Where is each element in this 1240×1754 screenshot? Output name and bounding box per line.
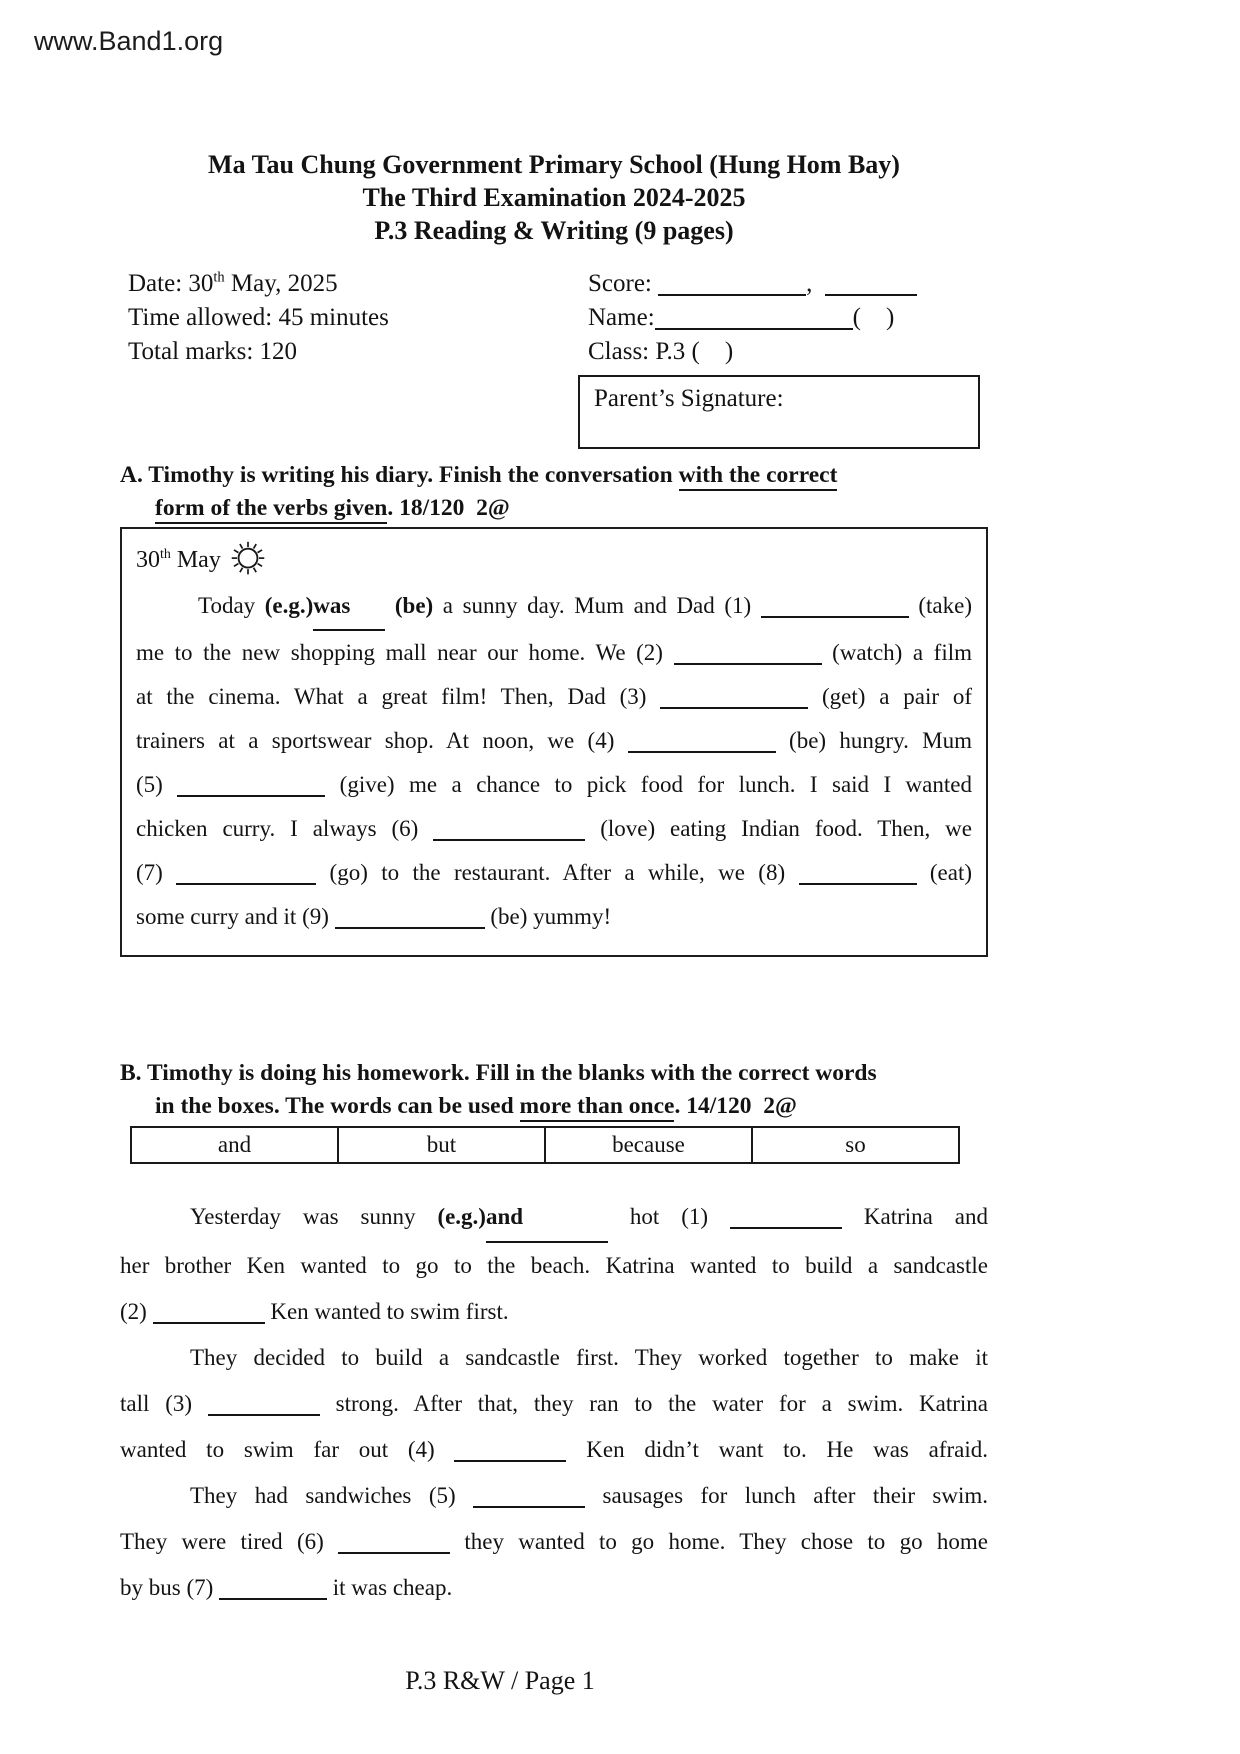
name-line: [588, 301, 988, 335]
passage-line: [120, 1194, 988, 1243]
parent-signature-box[interactable]: [578, 375, 980, 449]
text-run: trainers at a sportswear shop. At noon, we (4): [136, 728, 628, 753]
text-run: B. Timothy is doing his homework. Fill in the blanks with the correct words: [120, 1060, 877, 1086]
answer-blank[interactable]: [338, 1536, 450, 1554]
text-run: They decided to build a sandcastle first. They worked together to make it: [190, 1345, 988, 1370]
answer-blank[interactable]: [628, 735, 776, 753]
text-run: her brother Ken wanted to go to the beach. Katrina wanted to build a sandcastle: [120, 1253, 988, 1278]
text-run: (watch) a film: [821, 640, 972, 665]
diary-date: [136, 535, 972, 580]
diary-box: [120, 527, 988, 957]
exam-info: [120, 267, 988, 369]
text-run: wanted to swim far out (4): [120, 1437, 455, 1462]
paper-title: P.3 Reading & Writing (9 pages): [374, 216, 734, 245]
passage-line: [136, 719, 972, 763]
parent-signature-label: Parent’s Signature:: [594, 385, 784, 412]
total-marks-line: Total marks: 120: [128, 338, 298, 365]
sun-icon: [229, 535, 267, 577]
passage-line: [136, 763, 972, 807]
passage-line: [120, 1427, 988, 1473]
answer-blank[interactable]: [335, 911, 485, 929]
text-run: Today: [198, 593, 265, 618]
passage-line: [120, 1381, 988, 1427]
text-run: chicken curry. I always (6): [136, 816, 434, 841]
page-content: [120, 148, 988, 1611]
word-option-but: but: [337, 1128, 544, 1162]
answer-blank[interactable]: [153, 1306, 265, 1324]
text-run: Katrina and: [841, 1204, 988, 1229]
text-run: Date: 30: [128, 270, 214, 297]
passage-line: [120, 1565, 988, 1611]
ordinal-suffix: th: [213, 269, 225, 286]
text-run: strong. After that, they ran to the water for a swim. Katrina: [319, 1391, 988, 1416]
text-run: (e.g.): [437, 1204, 486, 1229]
answer-blank[interactable]: [825, 278, 917, 296]
text-run: 30: [136, 547, 160, 573]
passage-line: [120, 492, 988, 525]
passage-line: [120, 1243, 988, 1289]
passage-line: [120, 1090, 988, 1123]
answer-blank[interactable]: [433, 823, 585, 841]
answer-blank[interactable]: [799, 867, 917, 885]
word-option-because: because: [544, 1128, 751, 1162]
text-run: A. Timothy is writing his diary. Finish the conversation: [120, 462, 679, 488]
text-run: more than once: [520, 1093, 675, 1122]
passage-line: [136, 895, 972, 939]
section-b-heading: [120, 1057, 988, 1123]
text-run: (e.g.): [264, 593, 314, 618]
passage-line: [120, 1335, 988, 1381]
example-answer: and: [486, 1194, 608, 1243]
text-run: by bus (7): [120, 1575, 220, 1600]
text-run: Ken wanted to swim first.: [264, 1299, 509, 1324]
score-line: [588, 267, 988, 301]
watermark: www.Band1.org: [34, 26, 224, 56]
text-run: it was cheap.: [327, 1575, 453, 1600]
text-run: sausages for lunch after their swim.: [585, 1483, 988, 1508]
text-run: form of the verbs given: [155, 495, 387, 524]
text-run: Yesterday was sunny: [190, 1204, 438, 1229]
text-run: in the boxes. The words can be used: [155, 1093, 520, 1119]
text-run: (be): [385, 593, 434, 618]
exam-info-left: [128, 267, 389, 369]
answer-blank[interactable]: [177, 779, 325, 797]
text-run: tall (3): [120, 1391, 208, 1416]
answer-blank[interactable]: [655, 312, 853, 330]
passage-line: [136, 851, 972, 895]
time-allowed-line: Time allowed: 45 minutes: [128, 304, 389, 331]
answer-blank[interactable]: [674, 647, 822, 665]
answer-blank[interactable]: [730, 1211, 842, 1229]
text-run: Score:: [588, 270, 659, 297]
word-option-so: so: [751, 1128, 958, 1162]
section-b-passage: [120, 1194, 988, 1611]
passage-line: [120, 1289, 988, 1335]
text-run: (be) yummy!: [484, 904, 612, 929]
text-run: . 18/120 2@: [387, 495, 510, 521]
passage-line: [120, 1473, 988, 1519]
answer-blank[interactable]: [208, 1398, 320, 1416]
answer-blank[interactable]: [660, 691, 808, 709]
text-run: (7): [136, 860, 177, 885]
text-run: They had sandwiches (5): [190, 1483, 474, 1508]
passage-line: [120, 1057, 988, 1090]
text-run: (give) me a chance to pick food for lunch. I said I wanted: [325, 772, 972, 797]
text-run: ,: [806, 270, 825, 297]
text-run: a sunny day. Mum and Dad (1): [433, 593, 761, 618]
text-run: they wanted to go home. They chose to go home: [450, 1529, 988, 1554]
section-a-heading: [120, 459, 988, 525]
text-run: May, 2025: [224, 270, 338, 297]
text-run: (take): [908, 593, 972, 618]
text-run: with the correct: [679, 462, 838, 491]
passage-line: [120, 459, 988, 492]
text-run: . 14/120 2@: [674, 1093, 797, 1119]
answer-blank[interactable]: [454, 1444, 566, 1462]
text-run: at the cinema. What a great film! Then, Dad (3): [136, 684, 661, 709]
ordinal-suffix: th: [160, 547, 171, 562]
class-line: Class: P.3 ( ): [588, 338, 734, 365]
text-run: (eat): [916, 860, 972, 885]
example-answer: was: [313, 584, 385, 631]
exam-title: The Third Examination 2024-2025: [362, 183, 746, 212]
passage-line: [136, 807, 972, 851]
passage-line: [120, 1519, 988, 1565]
text-run: ( ): [852, 304, 895, 331]
text-run: me to the new shopping mall near our home. We (2): [136, 640, 674, 665]
answer-blank[interactable]: [176, 867, 316, 885]
text-run: (go) to the restaurant. After a while, we (8): [316, 860, 799, 885]
exam-info-right: [588, 267, 988, 369]
text-run: They were tired (6): [120, 1529, 339, 1554]
text-run: (be) hungry. Mum: [775, 728, 972, 753]
answer-blank[interactable]: [473, 1490, 585, 1508]
text-run: May: [170, 547, 221, 573]
diary-passage: [136, 584, 972, 939]
passage-line: [136, 675, 972, 719]
text-run: hot (1): [607, 1204, 730, 1229]
text-run: (2): [120, 1299, 153, 1324]
passage-line: [136, 631, 972, 675]
school-name: Ma Tau Chung Government Primary School (Hung Hom Bay): [208, 150, 900, 179]
answer-blank[interactable]: [219, 1582, 327, 1600]
text-run: Ken didn’t want to. He was afraid.: [566, 1437, 988, 1462]
answer-blank[interactable]: [658, 278, 806, 296]
text-run: some curry and it (9): [136, 904, 335, 929]
date-line: [128, 267, 389, 301]
answer-blank[interactable]: [761, 600, 909, 618]
text-run: Name:: [588, 304, 655, 331]
word-box: [130, 1126, 960, 1164]
text-run: (5): [136, 772, 178, 797]
text-run: (get) a pair of: [808, 684, 972, 709]
page-footer: P.3 R&W / Page 1: [405, 1666, 595, 1695]
word-option-and: and: [217, 1132, 252, 1157]
diary-date-text: [136, 547, 221, 573]
passage-line: [136, 584, 972, 631]
text-run: (love) eating Indian food. Then, we: [585, 816, 972, 841]
